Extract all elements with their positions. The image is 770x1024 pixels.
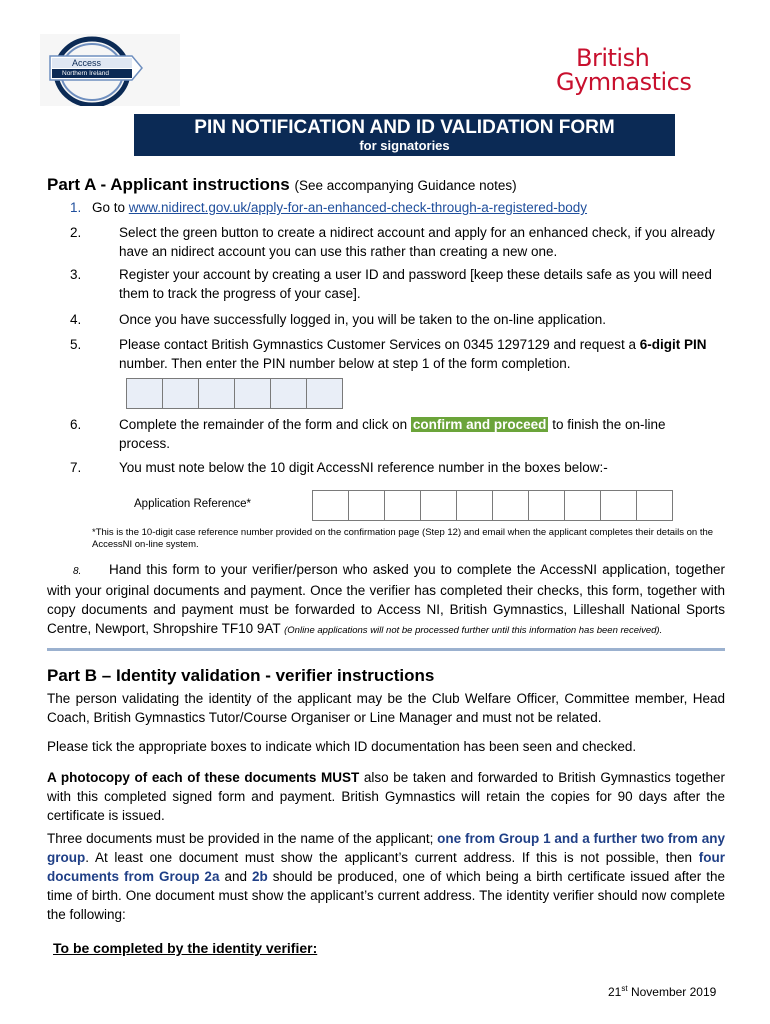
step-text: [119, 335, 719, 373]
bg-logo-line-1: British: [576, 44, 650, 72]
pin-digit-box[interactable]: [163, 379, 199, 408]
pin-digit-box[interactable]: [271, 379, 307, 408]
step-number: 7.: [70, 460, 82, 475]
verifier-heading: To be completed by the identity verifier:: [53, 940, 318, 956]
p4-text-c: . At least one document must show the applicant’s current address. If this is not possible, then: [85, 850, 693, 865]
pin-digit-box[interactable]: [127, 379, 163, 408]
step-8-note: (Online applications will not be processed further until this information has been received).: [284, 625, 663, 636]
pin-digit-box[interactable]: [199, 379, 235, 408]
step-number: 1.: [70, 200, 82, 215]
part-a-note: (See accompanying Guidance notes): [294, 178, 517, 193]
reference-digit-box[interactable]: [529, 491, 565, 520]
british-gymnastics-logo: [556, 46, 716, 96]
step-1-text: [92, 198, 587, 217]
accessni-logo: [40, 34, 180, 106]
reference-digit-box[interactable]: [313, 491, 349, 520]
step-number: 5.: [70, 337, 82, 352]
step-text: [119, 415, 719, 453]
step-number: 6.: [70, 417, 82, 432]
part-b-paragraph-3: [47, 768, 725, 825]
p4-group-2a: four documents from Group 2a: [47, 850, 725, 884]
part-a-title: Part A - Applicant instructions: [47, 175, 290, 194]
step-5-bold: 6-digit PIN: [639, 337, 707, 352]
p4-group-2b: 2b: [251, 869, 268, 884]
step-number: 2.: [70, 225, 82, 240]
step-number: 3.: [70, 267, 82, 282]
page-subtitle: for signatories: [359, 138, 450, 153]
p4-group-requirement: one from Group 1 and a further two from any group: [47, 831, 725, 865]
p4-text-g: should be produced, one of which being a birth certificate issued after the time of birth. One document must show the applicant’s current address. The identity verifier should now complete the following:: [47, 869, 725, 922]
step-text: Register your account by creating a user ID and password [keep these details safe as you will need them to track the progress of your case].: [119, 267, 712, 301]
reference-digit-box[interactable]: [601, 491, 637, 520]
section-divider: [47, 648, 725, 651]
step-text: You must note below the 10 digit AccessNI reference number in the boxes below:-: [119, 460, 608, 475]
step-6-text-a: Complete the remainder of the form and click on: [119, 417, 408, 432]
reference-digit-box[interactable]: [421, 491, 457, 520]
pin-entry-grid: [126, 378, 343, 409]
step-text: Once you have successfully logged in, you will be taken to the on-line application.: [119, 312, 607, 327]
reference-digit-box[interactable]: [493, 491, 529, 520]
document-date: [608, 984, 716, 999]
part-b-paragraph-1: The person validating the identity of the applicant may be the Club Welfare Officer, Committee member, Head Coach, British Gymnastics Tutor/Course Organiser or Line Manager and must not be related.: [47, 691, 725, 725]
date-suffix: st: [621, 984, 628, 993]
step-5-text-b: number. Then enter the PIN number below at step 1 of the form completion.: [119, 356, 571, 371]
p4-text-e: and: [224, 869, 247, 884]
step-text: Go to: [92, 200, 126, 215]
step-number: 4.: [70, 312, 82, 327]
pin-digit-box[interactable]: [307, 379, 342, 408]
reference-digit-box[interactable]: [457, 491, 493, 520]
reference-digit-box[interactable]: [385, 491, 421, 520]
accessni-logo-text-2: Northern Ireland: [62, 70, 109, 77]
bg-logo-line-2: Gymnastics: [556, 68, 692, 96]
photocopy-notice: A photocopy of each of these documents MUST: [47, 770, 360, 785]
part-b-paragraph-2: Please tick the appropriate boxes to indicate which ID documentation has been seen and checked.: [47, 739, 637, 754]
p4-text-a: Three documents must be provided in the name of the applicant;: [47, 831, 434, 846]
reference-digit-box[interactable]: [637, 491, 672, 520]
application-reference-label: Application Reference*: [134, 498, 251, 510]
step-text: Hand this form to your verifier/person who asked you to complete the AccessNI application, together with your original documents and payment. Once the verifier has completed their checks, this form, together with copy documents and payment must be forwarded to Access NI, British Gymnastics, Lilleshall National Sports Centre, Newport, Shropshire TF10 9AT: [47, 562, 725, 636]
step-number: 8.: [73, 566, 82, 577]
part-b-paragraph-4: [47, 829, 725, 924]
step-5-text-a: Please contact British Gymnastics Customer Services on 0345 1297129 and request a: [119, 337, 637, 352]
step-8: [47, 560, 725, 638]
part-b-heading: Part B – Identity validation - verifier instructions: [47, 666, 435, 685]
reference-digit-box[interactable]: [565, 491, 601, 520]
application-reference-grid: [312, 490, 673, 521]
page-title: PIN NOTIFICATION AND ID VALIDATION FORM: [194, 117, 615, 138]
step-text: Select the green button to create a nidirect account and apply for an enhanced check, if you already have an nidirect account you can use this rather than creating a new one.: [119, 225, 715, 259]
date-rest: November 2019: [630, 985, 717, 999]
pin-digit-box[interactable]: [235, 379, 271, 408]
nidirect-link[interactable]: www.nidirect.gov.uk/apply-for-an-enhanced-check-through-a-registered-body: [128, 200, 588, 215]
reference-footnote: *This is the 10-digit case reference number provided on the confirmation page (Step 12) and email when the applicant completes their details on the AccessNI on-line system.: [92, 527, 714, 550]
step-6-text-b: to finish the on-line process.: [119, 417, 666, 451]
p3-text: also be taken and forwarded to British Gymnastics together with this completed signed form and payment. British Gymnastics will retain the copies for 90 days after the certificate is issued.: [47, 770, 725, 823]
accessni-logo-text-1: Access: [72, 58, 102, 68]
date-day: 21: [608, 985, 622, 999]
part-a-heading: [47, 175, 517, 195]
confirm-and-proceed-highlight: confirm and proceed: [412, 417, 547, 432]
form-title-banner: [134, 114, 675, 156]
reference-digit-box[interactable]: [349, 491, 385, 520]
